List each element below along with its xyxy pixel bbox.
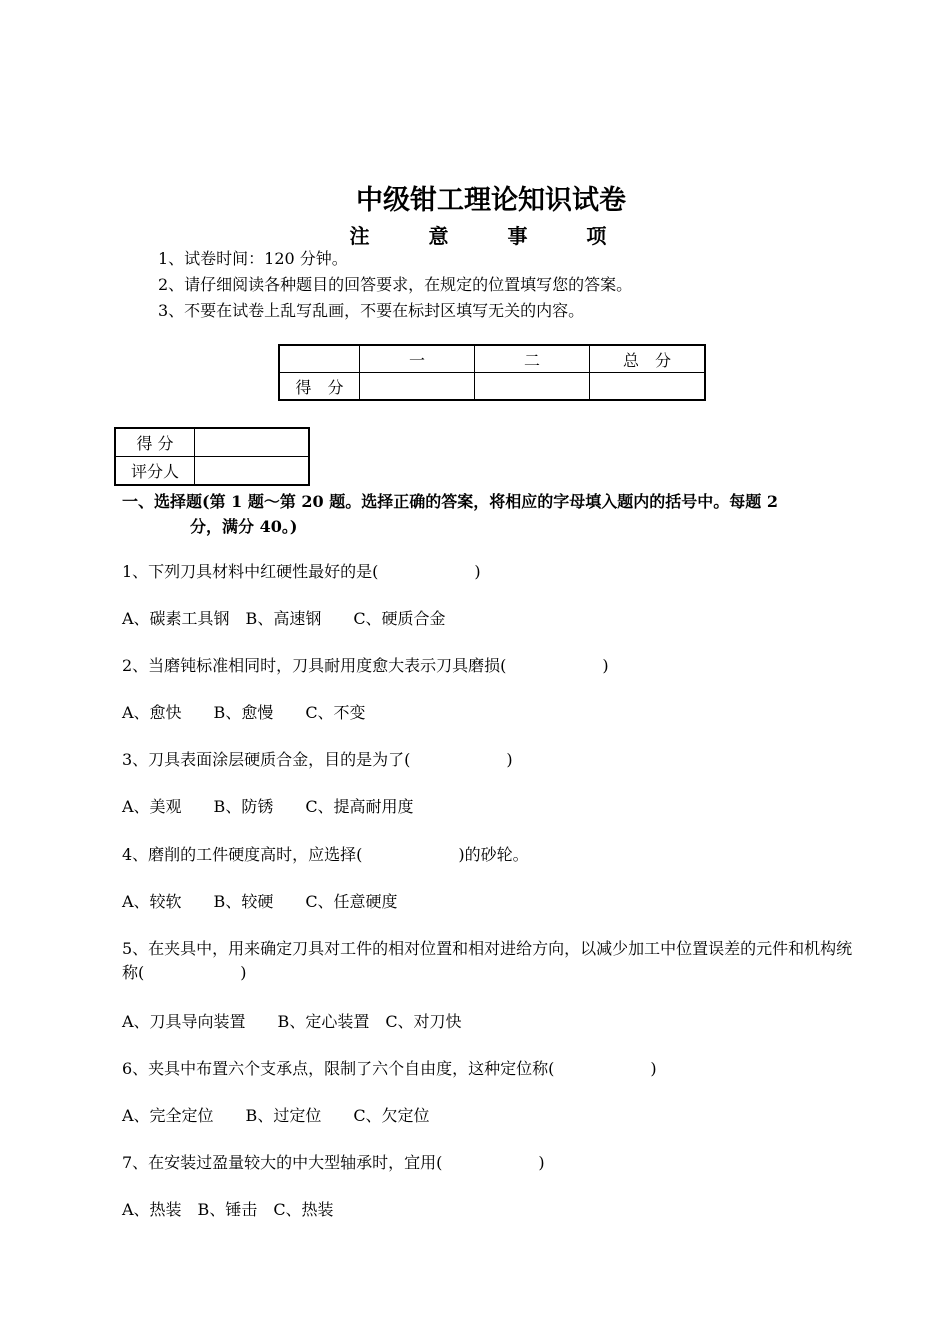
question-4-options: A、较软 B、较硬 C、任意硬度 xyxy=(122,892,398,911)
grader-score-cell[interactable] xyxy=(195,428,310,457)
notice-item-3: 3、不要在试卷上乱写乱画，不要在标封区填写无关的内容。 xyxy=(158,301,585,320)
grader-name-cell[interactable] xyxy=(195,457,310,486)
question-6-stem: 6、夹具中布置六个支承点，限制了六个自由度，这种定位称( ) xyxy=(122,1059,657,1078)
score-table-score-row xyxy=(279,373,705,401)
question-2-options: A、愈快 B、愈慢 C、不变 xyxy=(122,703,366,722)
grader-box xyxy=(114,427,310,486)
question-7-options: A、热装 B、锤击 C、热装 xyxy=(122,1200,334,1219)
notice-item-2: 2、请仔细阅读各种题目的回答要求，在规定的位置填写您的答案。 xyxy=(158,275,633,294)
question-4-stem: 4、磨削的工件硬度高时，应选择( )的砂轮。 xyxy=(122,845,529,864)
section-heading-line2: 分，满分 40。) xyxy=(190,517,298,536)
question-2-stem: 2、当磨钝标准相同时，刀具耐用度愈大表示刀具磨损( ) xyxy=(122,656,609,675)
score-cell-part1[interactable] xyxy=(360,373,475,401)
score-table-corner-cell xyxy=(279,345,360,373)
score-table-row-label: 得 分 xyxy=(279,373,360,401)
section-heading-line1: 一、选择题(第 1 题～第 20 题。选择正确的答案，将相应的字母填入题内的括号中。每题 2 xyxy=(122,492,778,511)
question-3-options: A、美观 B、防锈 C、提高耐用度 xyxy=(122,797,414,816)
score-table-header-total: 总 分 xyxy=(590,345,706,373)
score-table xyxy=(278,344,706,401)
score-table-header-row xyxy=(279,345,705,373)
score-table-header-part1: 一 xyxy=(360,345,475,373)
page-title: 中级钳工理论知识试卷 xyxy=(356,185,626,216)
question-7-stem: 7、在安装过盈量较大的中大型轴承时，宜用( ) xyxy=(122,1153,545,1172)
question-5-options: A、刀具导向装置 B、定心装置 C、对刀快 xyxy=(122,1012,462,1031)
score-cell-part2[interactable] xyxy=(475,373,590,401)
score-cell-total[interactable] xyxy=(590,373,706,401)
question-1-stem: 1、下列刀具材料中红硬性最好的是( ) xyxy=(122,562,481,581)
score-table-header-part2: 二 xyxy=(475,345,590,373)
question-5-stem: 5、在夹具中，用来确定刀具对工件的相对位置和相对进给方向，以减少加工中位置误差的元件和机构统称( ) xyxy=(122,939,853,982)
question-3-stem: 3、刀具表面涂层硬质合金，目的是为了( ) xyxy=(122,750,513,769)
notice-heading: 注 意 事 项 xyxy=(349,224,633,248)
grader-name-label: 评分人 xyxy=(115,457,195,486)
notice-item-1: 1、试卷时间：120 分钟。 xyxy=(158,249,348,268)
grader-score-label: 得 分 xyxy=(115,428,195,457)
question-6-options: A、完全定位 B、过定位 C、欠定位 xyxy=(122,1106,430,1125)
section-heading xyxy=(122,489,872,539)
question-1-options: A、碳素工具钢 B、高速钢 C、硬质合金 xyxy=(122,609,446,628)
